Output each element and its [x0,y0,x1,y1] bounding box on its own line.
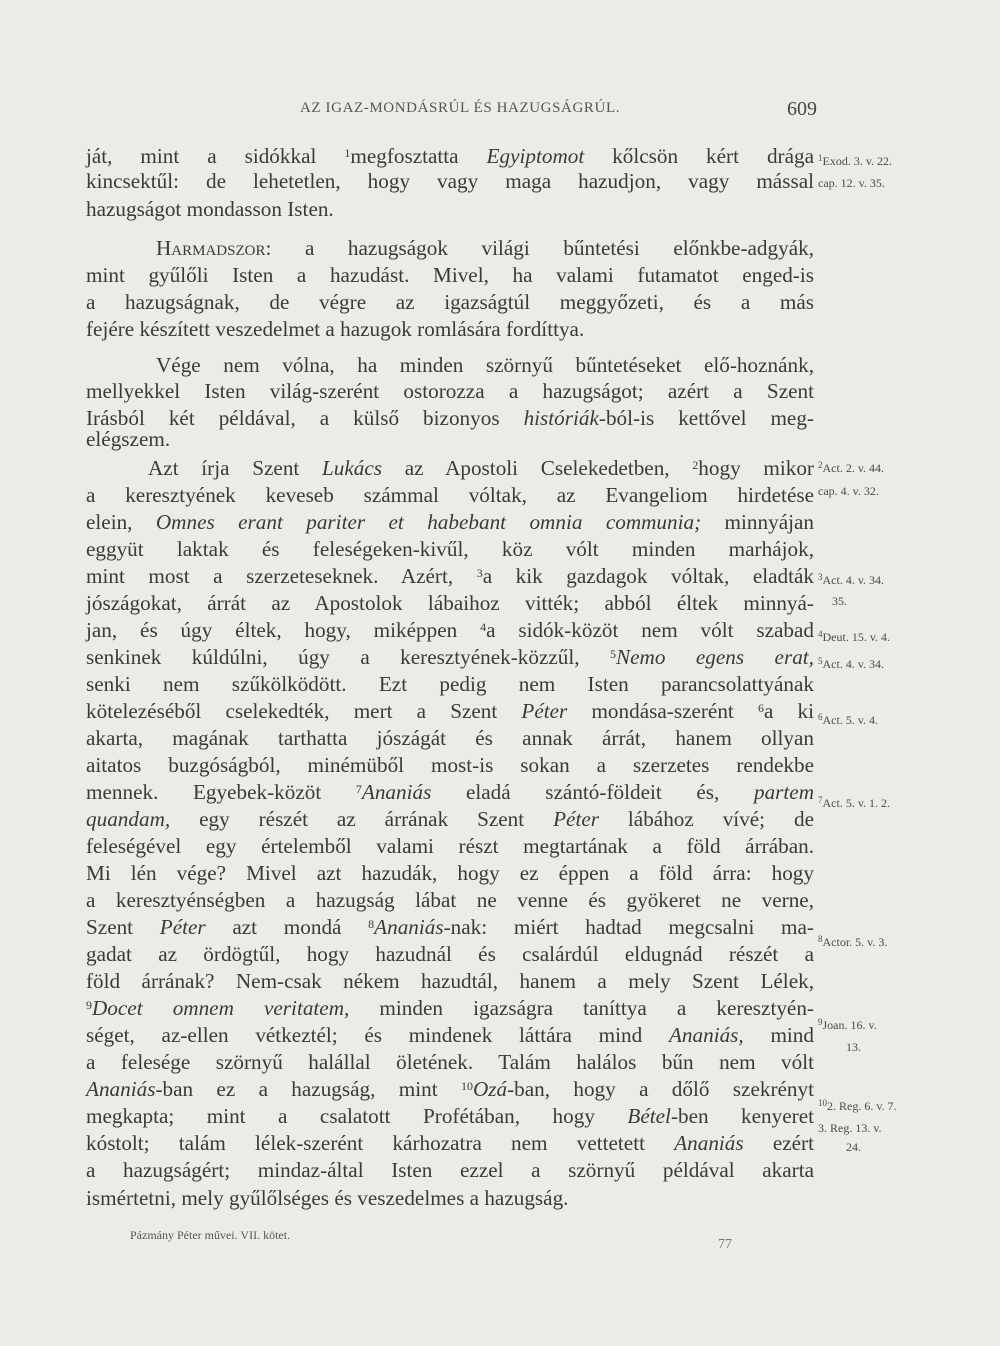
margin-note-marker: 1 [818,153,823,163]
margin-note-marker: 3 [818,572,823,582]
italic-text: Ozá [472,1077,508,1101]
italic-text: Nemo egens erat, [616,645,814,669]
text-line [86,590,814,616]
line-text: eggyüt laktak és feleségeken-kivűl, köz vólt minden marhájok, [86,537,814,561]
text-line [86,1076,814,1102]
line-text: kincsektűl: de lehetetlen, hogy vagy maga hazudjon, vagy mással [86,169,814,193]
footnote-marker: 6 [757,701,764,715]
italic-text: Péter [159,915,206,939]
line-text: jan, és úgy éltek, hogy, miképpen [86,618,481,642]
line-text: elégszem. [86,427,171,451]
sheet-number: 77 [718,1237,732,1252]
margin-note-marker: 6 [818,712,823,722]
margin-note [818,484,998,498]
margin-note-text: 13. [846,1040,861,1054]
text-line [86,779,814,805]
line-text: lábához vívé; de [598,807,814,831]
footnote-marker: 3 [476,566,483,580]
line-text: -nak: miért hadtad megcsalni ma- [443,915,814,939]
line-text: Mi lén vége? Mivel azt hazudák, hogy ez éppen a föld árra: hogy [86,861,814,885]
italic-text: Ananiás [374,915,444,939]
line-text: -ból-is kettővel meg- [598,406,814,430]
line-text: senki nem szűkölködött. Ezt pedig nem Isten parancsolattyának [86,672,814,696]
text-line [86,536,814,562]
margin-note-text: Act. 4. v. 34. [822,573,885,587]
italic-text: Lukács [322,456,383,480]
margin-note [818,154,998,168]
text-line [86,482,814,508]
text-line [86,378,814,404]
margin-note [818,1018,998,1032]
margin-note-marker: 7 [818,795,823,805]
italic-text: Omnes erant pariter et habebant omnia communia; [155,510,702,534]
line-text: a keresztyénségben a hazugság lábat ne venne és gyökeret ne verne, [86,888,814,912]
margin-note [832,594,1000,608]
line-text: mint gyűlőli Isten a hazudást. Mivel, ha valami futamatot enged-is [86,263,814,287]
margin-note-text: 2. Reg. 6. v. 7. [827,1099,897,1113]
margin-note [846,1040,1000,1054]
text-line [86,806,814,832]
footnote-marker: 10 [460,1079,473,1093]
line-text: eladá szántó-földeit és, [431,780,754,804]
running-title: AZ IGAZ-MONDÁSRÚL ÉS HAZUGSÁGRÚL. [300,100,621,116]
margin-note-marker: 8 [818,934,823,944]
text-line [86,914,814,940]
small-caps-text: Harmadszor [156,236,266,260]
line-text: Irásból két példával, a külső bizonyos [86,406,524,430]
line-text: : a hazugságok világi bűntetési előnkbe-adgyák, [265,236,814,260]
text-line [86,289,814,315]
footnote-marker: 7 [355,782,362,796]
line-text: elein, [86,510,156,534]
margin-note-marker: 2 [818,460,823,470]
text-line [86,1130,814,1156]
italic-text: Ananiás [361,780,432,804]
margin-note [818,796,998,810]
footnote-marker: 8 [368,917,375,931]
margin-note-marker: 9 [818,1017,823,1027]
text-line [86,1022,814,1048]
line-text: mondása-szerént [567,699,758,723]
margin-note [818,573,998,587]
text-line [86,833,814,859]
text-line [86,860,814,886]
text-line [86,995,814,1021]
margin-note [818,1099,998,1113]
margin-note-marker: 10 [818,1098,827,1108]
margin-note-text: Actor. 5. v. 3. [822,935,888,949]
text-line [86,1185,814,1211]
text-line [86,1049,814,1075]
italic-text: Egyiptomot [486,144,585,168]
footnote-marker: 9 [86,998,92,1012]
text-line [86,968,814,994]
line-text: mint most a szerzeteseknek. Azért, [86,564,477,588]
margin-note [818,461,998,475]
line-text: kőlcsön kért drága [584,144,814,168]
line-text: egy részét az árrának Szent [170,807,554,831]
line-text: Azt írja Szent [148,456,322,480]
italic-text: Ananiás [86,1077,156,1101]
line-text: a keresztyének keveseb számmal vóltak, az Evangeliom hirdetése [86,483,814,507]
margin-note-text: cap. 12. v. 35. [818,176,885,190]
line-text: -ban ez a hazugság, mint [155,1077,461,1101]
margin-note-marker: 4 [818,629,823,639]
margin-note-text: cap. 4. v. 32. [818,484,879,498]
italic-text: Ananiás [674,1131,744,1155]
text-line [86,143,814,169]
text-line [86,196,814,222]
text-line [86,887,814,913]
line-text: hazugságot mondasson Isten. [86,197,334,221]
margin-note-text: Joan. 16. v. [822,1018,877,1032]
line-text: gadat az ördögtűl, hogy hazudnál és csalárdúl eldugnád részét a [86,942,814,966]
line-text: megfosztatta [350,144,487,168]
text-line [148,455,814,481]
margin-note [818,1121,998,1135]
italic-text: Péter [521,699,568,723]
margin-note-text: Act. 5. v. 4. [822,713,879,727]
footnote-marker: 1 [344,146,351,160]
line-text: ezért [743,1131,814,1155]
margin-note-text: Deut. 15. v. 4. [822,630,891,644]
line-text: az Apostoli Cselekedetben, [382,456,693,480]
line-text: azt mondá [205,915,369,939]
italic-text: quandam, [86,807,171,831]
italic-text: partem [753,780,814,804]
margin-note [818,935,998,949]
margin-note [818,630,998,644]
text-line [86,725,814,751]
text-line [86,509,814,535]
line-text: minden igazságra taníttya a keresztyén- [349,996,814,1020]
text-line [86,671,814,697]
margin-note-text: 35. [832,594,847,608]
line-text: minnyájan [701,510,814,534]
text-line [86,168,814,194]
text-line [86,698,814,724]
line-text: aitatos buzgóságból, minémüből most-is sokan a szerzetes rendekbe [86,753,814,777]
italic-text: Péter [553,807,599,831]
footnote-marker: 4 [480,620,487,634]
line-text: jószágokat, árrát az Apostolok lábaihoz vitték; abból éltek minnyá- [86,591,814,615]
margin-note [818,713,998,727]
text-line [86,563,814,589]
margin-note [818,657,998,671]
footer-book-title: Pázmány Péter művei. VII. kötet. [130,1228,291,1242]
line-text: Szent [86,915,160,939]
line-text: Vége nem vólna, ha minden szörnyű bűntetéseket elő-hoznánk, [156,353,814,377]
italic-text: históriák [523,406,599,430]
italic-text: Docet omnem veritatem, [92,996,350,1020]
line-text: mellyekkel Isten világ-szerént ostorozza a hazugságot; azért a Szent [86,379,814,403]
text-line [86,941,814,967]
margin-note-text: Exod. 3. v. 22. [822,154,893,168]
line-text: mennek. Egyebek-közöt [86,780,356,804]
line-text: megkapta; mint a csalatott Profétában, hogy [86,1104,628,1128]
line-text: ját, mint a sidókkal [86,144,345,168]
margin-note-marker: 5 [818,656,823,666]
margin-note-text: 24. [846,1140,861,1154]
line-text: a ki [763,699,814,723]
text-line [156,235,814,261]
margin-note-text: 3. Reg. 13. v. [818,1121,882,1135]
footnote-marker: 5 [610,647,617,661]
line-text: a hazugságnak, de végre az igazságtúl meggyőzeti, és a más [86,290,814,314]
margin-note-text: Act. 4. v. 34. [822,657,885,671]
margin-note-text: Act. 5. v. 1. 2. [822,796,891,810]
line-text: -ban, hogy a dőlő szekrényt [507,1077,814,1101]
line-text: feleségével egy értelemből valami részt megtartának a föld árrában. [86,834,814,858]
page-number: 609 [787,98,817,120]
line-text: ismértetni, mely gyűlőlséges és veszedelmes a hazugság. [86,1186,569,1210]
line-text: mind [743,1023,814,1047]
line-text: föld árrának? Nem-csak nékem hazudtál, hanem a mely Szent Lélek, [86,969,814,993]
text-line [156,352,814,378]
text-line [86,316,814,342]
line-text: séget, az-ellen vétkeztél; és mindenek láttára mind [86,1023,669,1047]
text-line [86,1157,814,1183]
text-line [86,617,814,643]
line-text: -ben kenyeret [670,1104,814,1128]
line-text: fejére készített veszedelmet a hazugok romlására fordíttya. [86,317,585,341]
line-text: a felesége szörnyű halállal öletének. Talám halálos bűn nem vólt [86,1050,814,1074]
text-line [86,644,814,670]
text-line [86,426,814,452]
text-line [86,1103,814,1129]
line-text: a hazugságért; mindaz-által Isten ezzel a szörnyű példával akarta [86,1158,814,1182]
line-text: senkinek kúldúlni, úgy a keresztyének-közzűl, [86,645,611,669]
line-text: a sidók-közöt nem vólt szabad [486,618,815,642]
line-text: hogy mikor [698,456,814,480]
text-line [86,262,814,288]
line-text: kóstolt; talám lélek-szerént kárhozatra nem vettetett [86,1131,675,1155]
italic-text: Bétel [627,1104,671,1128]
text-line [86,752,814,778]
margin-note [846,1140,1000,1154]
line-text: akarta, magának tarthatta jószágát és annak árrát, hanem ollyan [86,726,814,750]
footnote-marker: 2 [692,458,699,472]
line-text: a kik gazdagok vóltak, eladták [482,564,814,588]
italic-text: Ananiás, [668,1023,744,1047]
margin-note-text: Act. 2. v. 44. [822,461,885,475]
margin-note [818,176,998,190]
line-text: kötelezéséből cselekedték, mert a Szent [86,699,522,723]
